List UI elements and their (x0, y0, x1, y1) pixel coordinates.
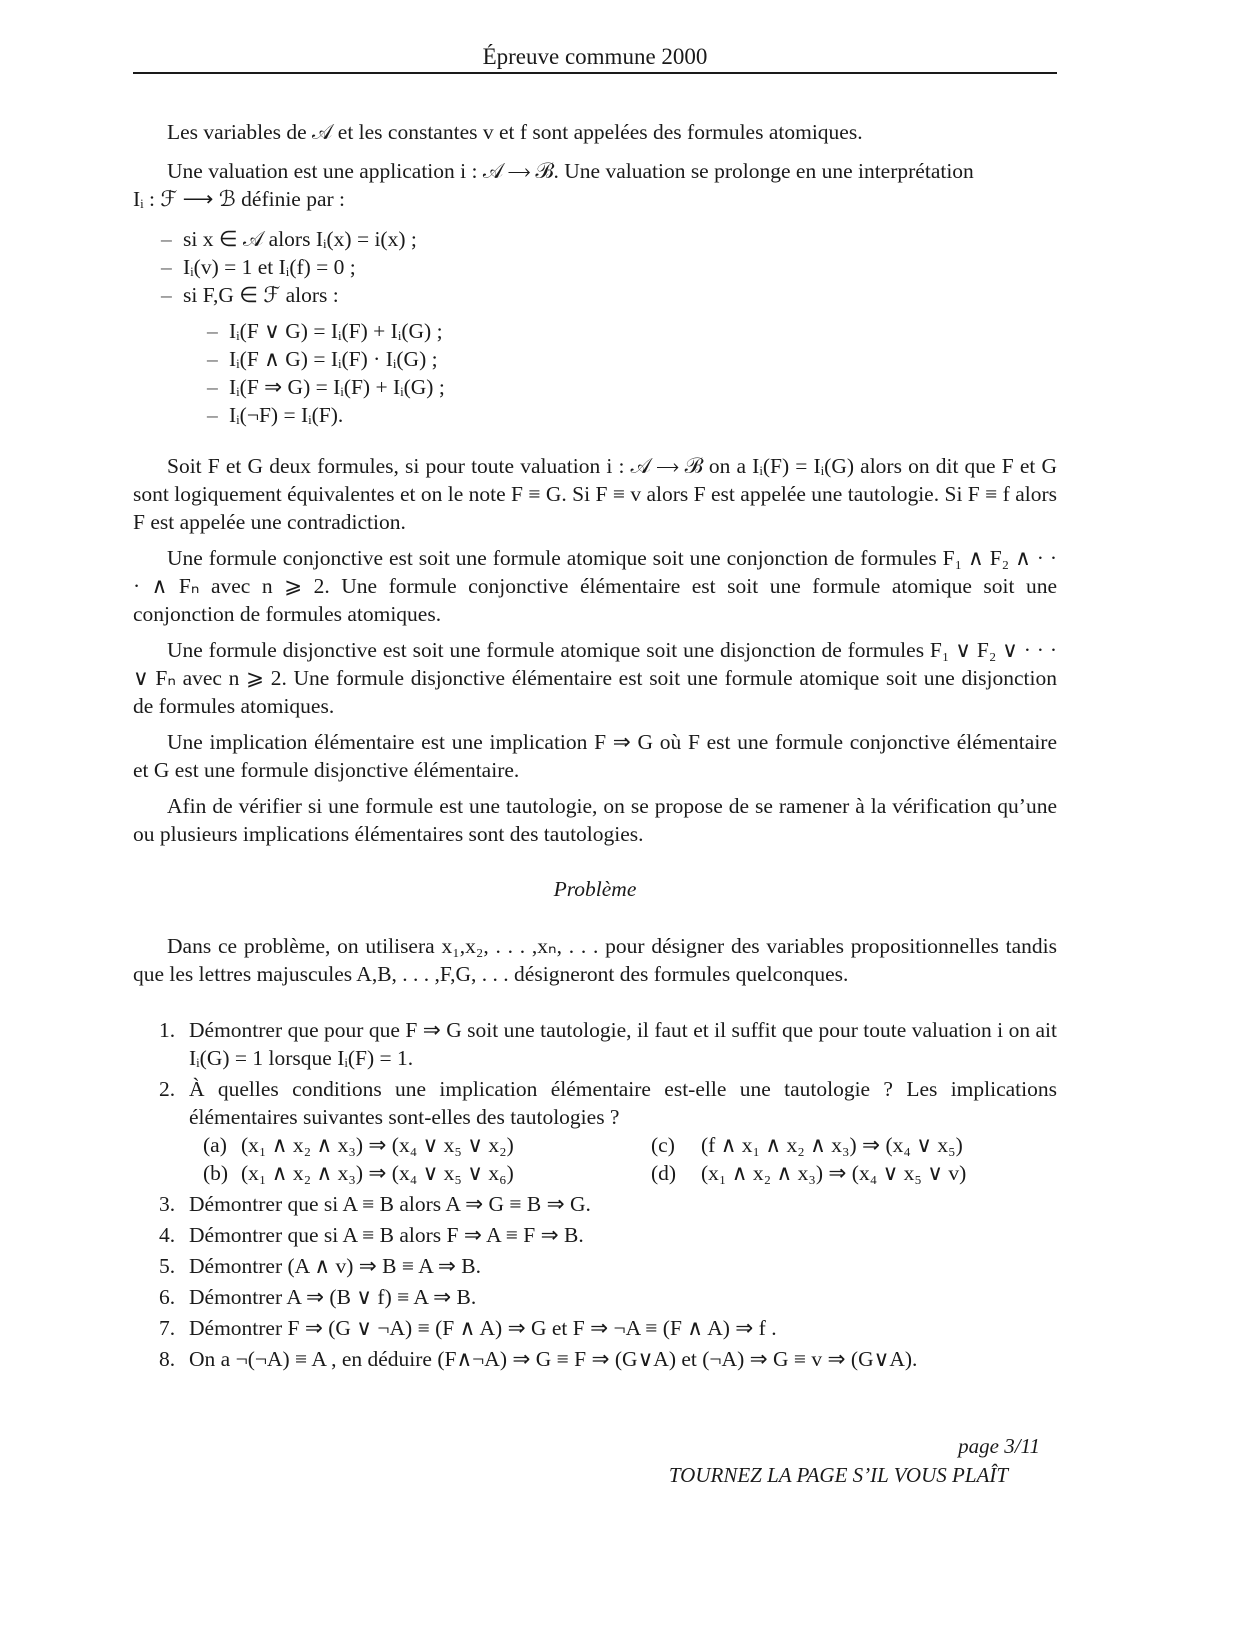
subpart-label: (c) (651, 1133, 675, 1157)
question-text: Démontrer que si A ≡ B alors A ⇒ G ≡ B ⇒ G. (189, 1192, 591, 1216)
subpart-label: (b) (203, 1161, 229, 1185)
question-list (133, 1016, 1057, 1376)
question-item (133, 1016, 1057, 1072)
definition-subitem: – Iᵢ(F ⇒ G) = Iᵢ(F) + Iᵢ(G) ; (207, 373, 1027, 401)
question-text: À quelles conditions une implication élémentaire est-elle une tautologie ? Les implications élémentaires suivantes sont-elles des tautologies ? (189, 1077, 1057, 1129)
subpart-label: (a) (203, 1133, 227, 1157)
question-number: 1. (159, 1018, 176, 1042)
paragraph-equivalence: Soit F et G deux formules, si pour toute valuation i : 𝒜 ⟶ ℬ on a Iᵢ(F) = Iᵢ(G) alors on dit que F et G sont logiquement équivalentes et on le note F ≡ G. Si F ≡ v alors F est appelée une tautologie. Si F ≡ f alors F est appelée une contradiction. (133, 454, 1057, 534)
subpart-grid (203, 1131, 1057, 1187)
valuation-line-2: Iᵢ : ℱ ⟶ ℬ définie par : (133, 187, 346, 211)
page-number: page 3/11 (958, 1434, 1040, 1458)
intro-paragraph-valuation (133, 157, 1057, 213)
subpart-label: (d) (651, 1161, 677, 1185)
question-item (133, 1075, 1057, 1187)
question-number: 6. (159, 1285, 176, 1309)
question-item (133, 1314, 1057, 1342)
subpart-formula: (x₁ ∧ x₂ ∧ x₃) ⇒ (x₄ ∨ x₅ ∨ x₆) (241, 1161, 514, 1185)
definition-list (161, 225, 1041, 309)
question-text: Démontrer que pour que F ⇒ G soit une tautologie, il faut et il suffit que pour toute valuation i on ait Iᵢ(G) = 1 lorsque Iᵢ(F) = 1. (189, 1018, 1057, 1070)
paragraph-implication: Une implication élémentaire est une implication F ⇒ G où F est une formule conjonctive élémentaire et G est une formule disjonctive élémentaire. (133, 730, 1057, 782)
question-text: Démontrer que si A ≡ B alors F ⇒ A ≡ F ⇒ B. (189, 1223, 584, 1247)
problem-intro: Dans ce problème, on utilisera x₁,x₂, . . . ,xₙ, . . . pour désigner des variables propositionnelles tandis que les lettres majuscules A,B, . . . ,F,G, . . . désigneront des formules quelconques. (133, 934, 1057, 986)
subpart-formula: (x₁ ∧ x₂ ∧ x₃) ⇒ (x₄ ∨ x₅ ∨ x₂) (241, 1133, 514, 1157)
question-item (133, 1190, 1057, 1218)
definition-subitem: – Iᵢ(¬F) = Iᵢ(F). (207, 401, 1027, 429)
subpart-formula: (x₁ ∧ x₂ ∧ x₃) ⇒ (x₄ ∨ x₅ ∨ v) (701, 1161, 967, 1185)
section-title: Problème (553, 877, 637, 901)
intro-paragraph-atomic: Les variables de 𝒜 et les constantes v et f sont appelées des formules atomiques. (167, 120, 863, 144)
question-item (133, 1252, 1057, 1280)
question-item (133, 1221, 1057, 1249)
valuation-line-1: Une valuation est une application i : 𝒜 ⟶ ℬ. Une valuation se prolonge en une interprétation (167, 159, 974, 183)
running-header: Épreuve commune 2000 (482, 44, 708, 69)
paragraph-goal: Afin de vérifier si une formule est une tautologie, on se propose de se ramener à la vérification qu’une ou plusieurs implications élémentaires sont des tautologies. (133, 794, 1057, 846)
question-text: On a ¬(¬A) ≡ A , en déduire (F∧¬A) ⇒ G ≡ F ⇒ (G∨A) et (¬A) ⇒ G ≡ v ⇒ (G∨A). (189, 1347, 918, 1371)
question-number: 5. (159, 1254, 176, 1278)
definition-item: – Iᵢ(v) = 1 et Iᵢ(f) = 0 ; (161, 253, 1041, 281)
question-number: 3. (159, 1192, 176, 1216)
question-item (133, 1283, 1057, 1311)
turn-page-note: TOURNEZ LA PAGE S’IL VOUS PLAÎT (668, 1463, 1008, 1487)
definition-subitem: – Iᵢ(F ∧ G) = Iᵢ(F) · Iᵢ(G) ; (207, 345, 1027, 373)
question-item (133, 1345, 1057, 1373)
header-rule (133, 72, 1057, 74)
subpart-formula: (f ∧ x₁ ∧ x₂ ∧ x₃) ⇒ (x₄ ∨ x₅) (701, 1133, 963, 1157)
paragraph-disjunctive: Une formule disjonctive est soit une formule atomique soit une disjonction de formules F₁ ∨ F₂ ∨ · · · ∨ Fₙ avec n ⩾ 2. Une formule disjonctive élémentaire est soit une formule atomique soit une disjonction de formules atomiques. (133, 638, 1057, 718)
definition-item: – si x ∈ 𝒜 alors Iᵢ(x) = i(x) ; (161, 225, 1041, 253)
question-text: Démontrer (A ∧ v) ⇒ B ≡ A ⇒ B. (189, 1254, 482, 1278)
question-text: Démontrer A ⇒ (B ∨ f) ≡ A ⇒ B. (189, 1285, 477, 1309)
definition-sublist (207, 317, 1027, 429)
question-number: 2. (159, 1077, 176, 1101)
question-number: 7. (159, 1316, 176, 1340)
question-text: Démontrer F ⇒ (G ∨ ¬A) ≡ (F ∧ A) ⇒ G et F ⇒ ¬A ≡ (F ∧ A) ⇒ f . (189, 1316, 777, 1340)
definition-item: – si F,G ∈ ℱ alors : (161, 281, 1041, 309)
question-number: 4. (159, 1223, 176, 1247)
question-number: 8. (159, 1347, 176, 1371)
paragraph-conjunctive: Une formule conjonctive est soit une formule atomique soit une conjonction de formules F₁ ∧ F₂ ∧ · · · ∧ Fₙ avec n ⩾ 2. Une formule conjonctive élémentaire est soit une formule atomique soit une conjonction de formules atomiques. (133, 546, 1057, 626)
definition-subitem: – Iᵢ(F ∨ G) = Iᵢ(F) + Iᵢ(G) ; (207, 317, 1027, 345)
